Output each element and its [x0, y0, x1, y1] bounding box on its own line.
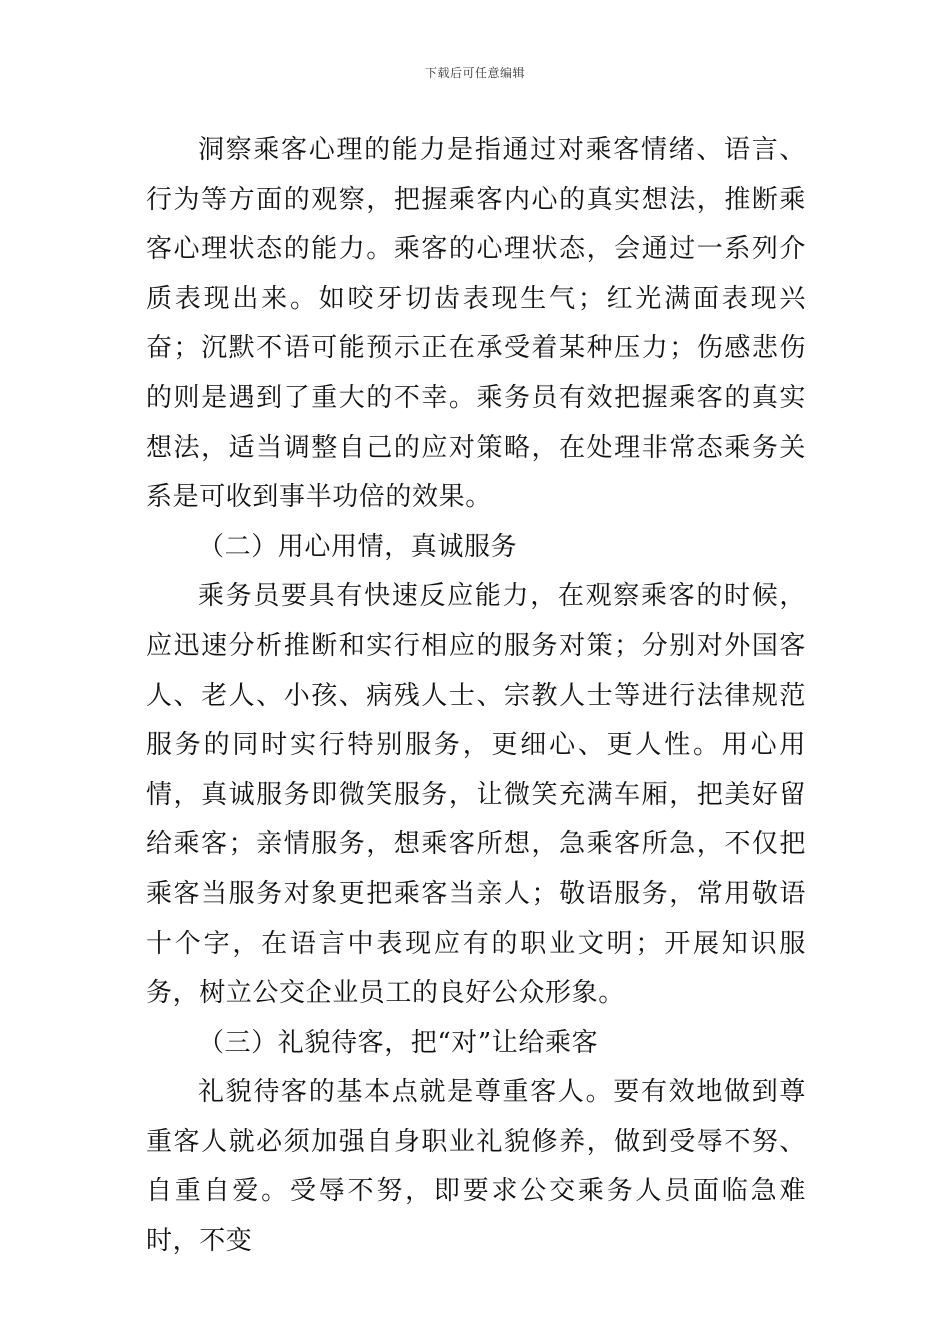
paragraph-courtesy: 礼貌待客的基本点就是尊重客人。要有效地做到尊重客人就必须加强自身职业礼貌修养，做到受辱不努、自重自爱。受辱不努，即要求公交乘务人员面临急难时，不变 — [146, 1077, 806, 1257]
section-heading-3: （三）礼貌待客，把“对”让给乘客 — [198, 1027, 599, 1058]
paragraph-service: 乘务员要具有快速反应能力，在观察乘客的时候，应迅速分析推断和实行相应的服务对策；分别对外国客人、老人、小孩、病残人士、宗教人士等进行法律规范服务的同时实行特别服务，更细心、更人性。用心用情，真诚服务即微笑服务，让微笑充满车厢，把美好留给乘客；亲情服务，想乘客所想，急乘客所急，不仅把乘客当服务对象更把乘客当亲人；敬语服务，常用敬语十个字，在语言中表现应有的职业文明；开展知识服务，树立公交企业员工的良好公众形象。 — [146, 581, 806, 1009]
paragraph-insight: 洞察乘客心理的能力是指通过对乘客情绪、语言、行为等方面的观察，把握乘客内心的真实想法，推断乘客心理状态的能力。乘客的心理状态，会通过一系列介质表现出来。如咬牙切齿表现生气；红光满面表现兴奋；沉默不语可能预示正在承受着某种压力；伤感悲伤的则是遇到了重大的不幸。乘务员有效把握乘客的真实想法，适当调整自己的应对策略，在处理非常态乘务关系是可收到事半功倍的效果。 — [146, 135, 806, 513]
section-heading-2: （二）用心用情，真诚服务 — [198, 531, 518, 562]
header-note: 下载后可任意编辑 — [424, 66, 525, 80]
body-text — [146, 126, 806, 1267]
